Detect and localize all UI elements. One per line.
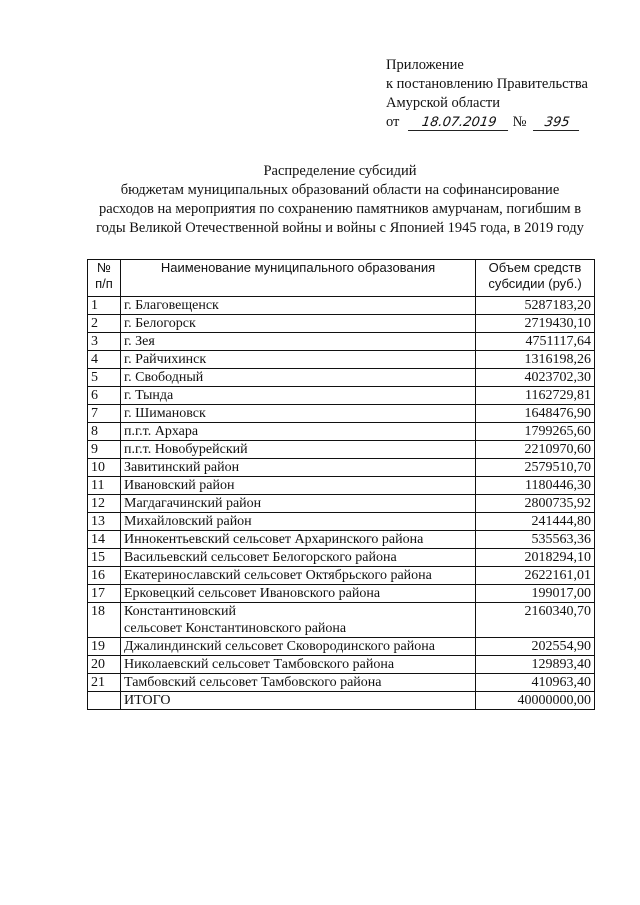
table-row	[88, 531, 595, 549]
row-number: 5	[88, 369, 121, 387]
row-name	[121, 405, 476, 423]
row-number: 21	[88, 674, 121, 692]
row-name-text: Николаевский сельсовет Тамбовского района	[124, 657, 395, 672]
row-sum: 129893,40	[476, 656, 595, 674]
row-name-text: г. Райчихинск	[124, 352, 207, 367]
row-sum: 199017,00	[476, 585, 595, 603]
appendix-date-number-line	[386, 113, 588, 132]
header-sum-line1: Объем средств	[488, 260, 582, 275]
table-header-row	[88, 260, 595, 297]
table-row	[88, 674, 595, 692]
row-name-text: Завитинский район	[124, 460, 240, 475]
row-sum: 2719430,10	[476, 315, 595, 333]
header-sum-line2: субсидии (руб.)	[488, 276, 582, 291]
table-row	[88, 333, 595, 351]
row-name	[121, 387, 476, 405]
table-row	[88, 567, 595, 585]
table-row	[88, 549, 595, 567]
row-number: 8	[88, 423, 121, 441]
table-row	[88, 441, 595, 459]
appendix-region-line: Амурской области	[386, 95, 500, 111]
row-sum: 4023702,30	[476, 369, 595, 387]
row-name-text-line2: сельсовет Константиновского района	[124, 621, 347, 636]
row-name	[121, 567, 476, 585]
row-number: 6	[88, 387, 121, 405]
row-sum: 1180446,30	[476, 477, 595, 495]
row-name-text: г. Свободный	[124, 370, 204, 385]
row-name	[121, 656, 476, 674]
row-name-text: Васильевский сельсовет Белогорского района	[124, 550, 397, 565]
row-name	[121, 351, 476, 369]
row-sum: 2160340,70	[476, 603, 595, 638]
table-row	[88, 351, 595, 369]
row-sum: 1648476,90	[476, 405, 595, 423]
row-name-text: Михайловский район	[124, 514, 252, 529]
row-number: 7	[88, 405, 121, 423]
table-body	[88, 297, 595, 692]
appendix-resolution-line: к постановлению Правительства	[386, 76, 588, 92]
row-name-text: Магдагачинский район	[124, 496, 262, 511]
row-name-text: п.г.т. Новобурейский	[124, 442, 248, 457]
row-name	[121, 638, 476, 656]
number-label: №	[512, 114, 527, 130]
row-sum: 1162729,81	[476, 387, 595, 405]
total-row	[88, 692, 595, 710]
table-row	[88, 369, 595, 387]
row-name	[121, 495, 476, 513]
row-number: 12	[88, 495, 121, 513]
header-number-line1: №	[97, 260, 111, 275]
row-number: 13	[88, 513, 121, 531]
row-name-text: г. Зея	[124, 334, 155, 349]
appendix-label: Приложение	[386, 57, 464, 73]
table-row	[88, 603, 595, 638]
row-name	[121, 674, 476, 692]
row-name	[121, 513, 476, 531]
row-name	[121, 423, 476, 441]
header-number-line2: п/п	[95, 276, 113, 291]
title-line-4: годы Великой Отечественной войны и войны с Японией 1945 года, в 2019 году	[96, 220, 584, 236]
table-row	[88, 656, 595, 674]
row-name	[121, 333, 476, 351]
handwritten-number: 395	[533, 116, 581, 131]
row-name	[121, 585, 476, 603]
header-sum	[476, 260, 595, 297]
table-row	[88, 513, 595, 531]
row-sum: 2018294,10	[476, 549, 595, 567]
row-sum: 2210970,60	[476, 441, 595, 459]
appendix-header	[386, 56, 588, 132]
table-row	[88, 477, 595, 495]
document-title	[60, 162, 620, 238]
row-number: 16	[88, 567, 121, 585]
table-row	[88, 585, 595, 603]
row-name	[121, 441, 476, 459]
from-label: от	[386, 114, 400, 130]
total-num-cell	[88, 692, 121, 710]
header-name: Наименование муниципального образования	[121, 260, 476, 297]
row-sum: 2622161,01	[476, 567, 595, 585]
row-name	[121, 297, 476, 315]
row-number: 20	[88, 656, 121, 674]
row-number: 3	[88, 333, 121, 351]
row-number: 10	[88, 459, 121, 477]
handwritten-date: 18.07.2019	[408, 116, 510, 131]
table-row	[88, 495, 595, 513]
row-name-text: Ерковецкий сельсовет Ивановского района	[124, 586, 381, 601]
row-sum: 410963,40	[476, 674, 595, 692]
title-line-1: Распределение субсидий	[263, 163, 417, 179]
table-row	[88, 423, 595, 441]
subsidy-table	[87, 259, 595, 710]
row-number: 19	[88, 638, 121, 656]
row-number: 14	[88, 531, 121, 549]
row-sum: 535563,36	[476, 531, 595, 549]
row-sum: 4751117,64	[476, 333, 595, 351]
row-sum: 2579510,70	[476, 459, 595, 477]
row-name	[121, 459, 476, 477]
row-number: 18	[88, 603, 121, 638]
row-name-text: Иннокентьевский сельсовет Архаринского района	[124, 532, 424, 547]
row-name-text: г. Тында	[124, 388, 174, 403]
table-row	[88, 459, 595, 477]
row-name	[121, 477, 476, 495]
title-line-2: бюджетам муниципальных образований области на софинансирование	[120, 182, 560, 198]
title-line-3: расходов на мероприятия по сохранению памятников амурчанам, погибшим в	[98, 201, 582, 217]
row-name-text: г. Шимановск	[124, 406, 206, 421]
row-name	[121, 531, 476, 549]
row-name	[121, 369, 476, 387]
row-name-text: Джалиндинский сельсовет Сковородинского района	[124, 639, 435, 654]
row-name	[121, 549, 476, 567]
row-sum: 1316198,26	[476, 351, 595, 369]
row-number: 4	[88, 351, 121, 369]
table-row	[88, 387, 595, 405]
row-sum: 5287183,20	[476, 297, 595, 315]
total-label: ИТОГО	[121, 692, 476, 710]
row-name-text: Константиновский	[124, 604, 236, 619]
row-number: 11	[88, 477, 121, 495]
row-name-text: г. Белогорск	[124, 316, 196, 331]
row-name-text: г. Благовещенск	[124, 298, 219, 313]
table-row	[88, 315, 595, 333]
row-sum: 241444,80	[476, 513, 595, 531]
row-sum: 2800735,92	[476, 495, 595, 513]
row-name	[121, 315, 476, 333]
row-name-text: Ивановский район	[124, 478, 235, 493]
row-sum: 202554,90	[476, 638, 595, 656]
total-sum: 40000000,00	[476, 692, 595, 710]
row-name-text: Екатеринославский сельсовет Октябрьского района	[124, 568, 432, 583]
row-name	[121, 603, 476, 638]
header-number	[88, 260, 121, 297]
row-name-text: п.г.т. Архара	[124, 424, 199, 439]
row-name-text: Тамбовский сельсовет Тамбовского района	[124, 675, 382, 690]
table-row	[88, 638, 595, 656]
table-row	[88, 405, 595, 423]
row-number: 17	[88, 585, 121, 603]
row-number: 1	[88, 297, 121, 315]
row-sum: 1799265,60	[476, 423, 595, 441]
row-number: 2	[88, 315, 121, 333]
table-row	[88, 297, 595, 315]
row-number: 15	[88, 549, 121, 567]
row-number: 9	[88, 441, 121, 459]
